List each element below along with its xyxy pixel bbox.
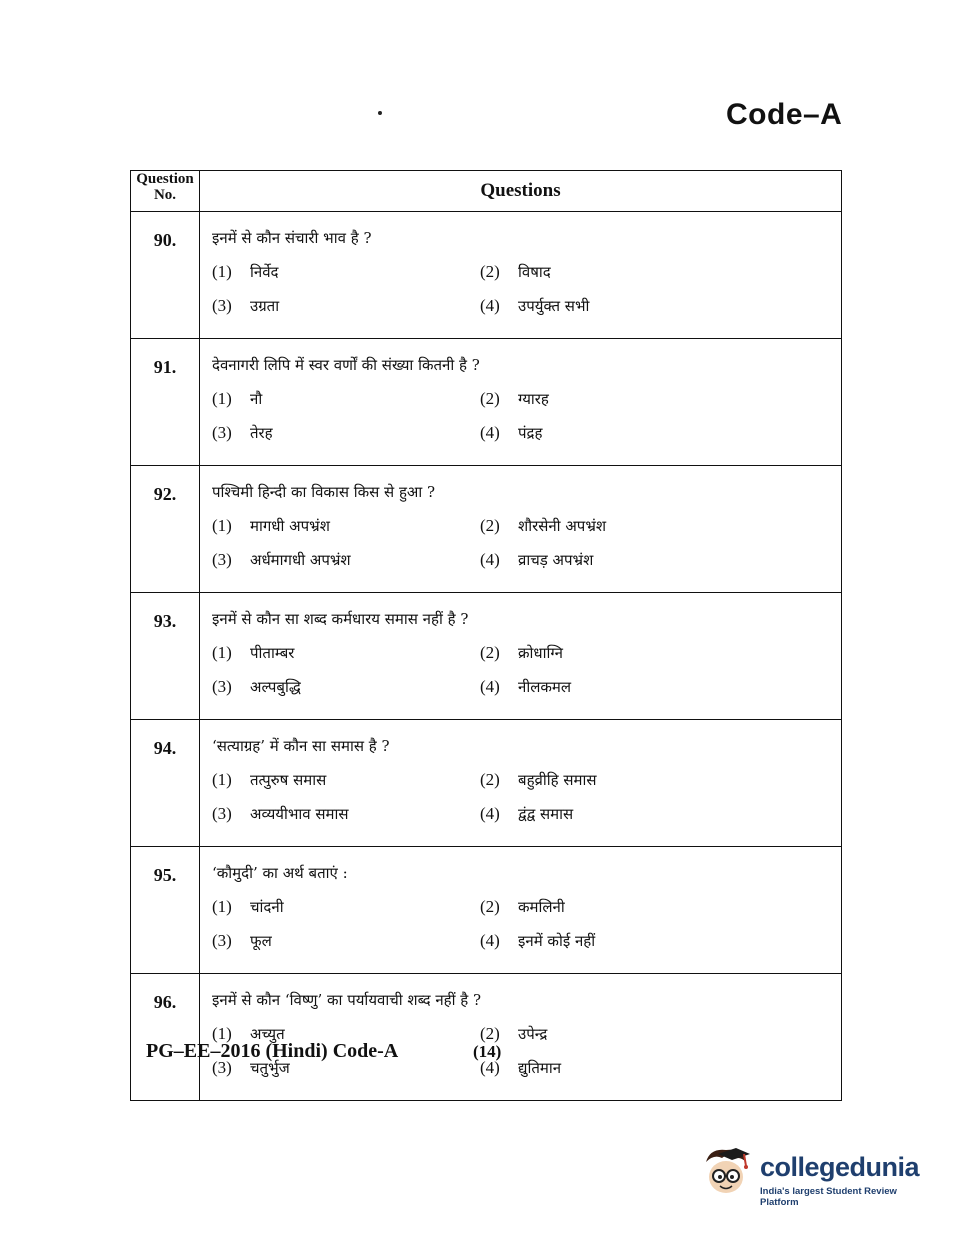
option-text: चांदनी — [250, 898, 284, 916]
question-text: इनमें से कौन संचारी भाव है ? — [212, 229, 372, 247]
question-cell — [200, 339, 842, 466]
question-number: 91. — [131, 339, 200, 466]
question-cell — [200, 974, 842, 1101]
answer-option — [480, 389, 780, 409]
option-number: (1) — [212, 1024, 232, 1043]
option-text: फूल — [250, 932, 272, 950]
option-text: ग्यारह — [518, 390, 549, 408]
option-text: निर्वेद — [250, 263, 279, 281]
answer-option — [480, 262, 780, 282]
answer-option — [212, 643, 480, 663]
answer-options — [212, 643, 841, 697]
question-row — [131, 720, 842, 847]
question-table — [130, 170, 842, 1101]
answer-option — [212, 516, 480, 536]
option-number: (1) — [212, 262, 232, 281]
page-number: (14) — [473, 1042, 502, 1061]
answer-option — [480, 897, 780, 917]
question-number: 95. — [131, 847, 200, 974]
paper-code: Code–A — [726, 98, 843, 131]
answer-option — [480, 423, 780, 443]
option-text: पीताम्बर — [250, 644, 295, 662]
stray-mark — [378, 111, 382, 115]
option-text: तत्पुरुष समास — [250, 771, 327, 789]
option-number: (1) — [212, 516, 232, 535]
answer-option — [480, 550, 780, 570]
option-text: उपर्युक्त सभी — [518, 297, 590, 315]
option-text: द्वंद्व समास — [518, 805, 574, 823]
answer-option — [212, 931, 480, 951]
question-cell — [200, 466, 842, 593]
option-number: (4) — [480, 1058, 500, 1077]
answer-option — [480, 1024, 780, 1044]
answer-option — [480, 770, 780, 790]
option-number: (3) — [212, 931, 232, 950]
answer-option — [212, 550, 480, 570]
question-text: इनमें से कौन सा शब्द कर्मधारय समास नहीं है ? — [212, 610, 469, 628]
question-number: 93. — [131, 593, 200, 720]
option-text: अव्ययीभाव समास — [250, 805, 349, 823]
option-text: पंद्रह — [518, 424, 543, 442]
option-number: (4) — [480, 931, 500, 950]
option-text: द्युतिमान — [518, 1059, 562, 1077]
question-text: इनमें से कौन ‘विष्णु’ का पर्यायवाची शब्द नहीं है ? — [212, 991, 482, 1009]
answer-option — [480, 677, 780, 697]
question-row — [131, 847, 842, 974]
answer-option — [480, 931, 780, 951]
brand-tagline: India's largest Student Review Platform — [760, 1186, 897, 1208]
option-number: (1) — [212, 897, 232, 916]
option-text: क्रोधाग्नि — [518, 644, 563, 662]
question-cell — [200, 720, 842, 847]
option-number: (2) — [480, 262, 500, 281]
answer-option — [212, 897, 480, 917]
question-row — [131, 212, 842, 339]
option-number: (4) — [480, 423, 500, 442]
answer-options — [212, 770, 841, 824]
option-text: बहुव्रीहि समास — [518, 771, 597, 789]
question-number: 90. — [131, 212, 200, 339]
option-text: चतुर्भुज — [250, 1059, 290, 1077]
answer-option — [480, 516, 780, 536]
answer-option — [212, 677, 480, 697]
question-row — [131, 466, 842, 593]
option-text: शौरसेनी अपभ्रंश — [518, 517, 607, 535]
column-header-questions: Questions — [200, 171, 842, 212]
option-number: (3) — [212, 1058, 232, 1077]
question-text: पश्चिमी हिन्दी का विकास किस से हुआ ? — [212, 483, 436, 501]
option-number: (3) — [212, 423, 232, 442]
option-text: व्राचड़ अपभ्रंश — [518, 551, 594, 569]
answer-option — [480, 643, 780, 663]
brand-name: collegedunia — [760, 1152, 920, 1182]
option-number: (1) — [212, 770, 232, 789]
option-text: अल्पबुद्धि — [250, 678, 301, 696]
option-number: (3) — [212, 296, 232, 315]
option-text: विषाद — [518, 263, 551, 281]
option-number: (2) — [480, 897, 500, 916]
option-text: उपेन्द्र — [518, 1025, 548, 1043]
answer-options — [212, 516, 841, 570]
collegedunia-watermark — [700, 1142, 930, 1206]
option-text: नीलकमल — [518, 678, 572, 696]
answer-option — [480, 804, 780, 824]
option-number: (2) — [480, 389, 500, 408]
answer-option — [212, 423, 480, 443]
answer-options — [212, 389, 841, 443]
option-number: (2) — [480, 516, 500, 535]
question-cell — [200, 212, 842, 339]
option-text: अर्धमागधी अपभ्रंश — [250, 551, 351, 569]
option-text: नौ — [250, 390, 263, 408]
option-number: (3) — [212, 677, 232, 696]
answer-options — [212, 262, 841, 316]
option-number: (1) — [212, 643, 232, 662]
answer-option — [212, 296, 480, 316]
paper-footer: PG–EE–2016 (Hindi) Code-A — [146, 1040, 399, 1062]
answer-option — [212, 804, 480, 824]
option-number: (2) — [480, 643, 500, 662]
option-number: (4) — [480, 677, 500, 696]
option-number: (4) — [480, 550, 500, 569]
question-row — [131, 974, 842, 1101]
answer-option — [212, 389, 480, 409]
option-text: तेरह — [250, 424, 273, 442]
question-text: ‘कौमुदी’ का अर्थ बताएं : — [212, 864, 348, 882]
option-text: उग्रता — [250, 297, 280, 315]
option-text: अच्युत — [250, 1025, 285, 1043]
option-number: (4) — [480, 804, 500, 823]
question-number: 94. — [131, 720, 200, 847]
question-row — [131, 593, 842, 720]
question-text: ‘सत्याग्रह’ में कौन सा समास है ? — [212, 737, 390, 755]
answer-option — [212, 770, 480, 790]
option-number: (4) — [480, 296, 500, 315]
option-text: इनमें कोई नहीं — [518, 932, 596, 950]
option-text: मागधी अपभ्रंश — [250, 517, 330, 535]
question-cell — [200, 593, 842, 720]
question-text: देवनागरी लिपि में स्वर वर्णों की संख्या कितनी है ? — [212, 356, 480, 374]
option-number: (3) — [212, 550, 232, 569]
question-list — [131, 212, 842, 1101]
answer-options — [212, 897, 841, 951]
option-number: (1) — [212, 389, 232, 408]
option-text: कमलिनी — [518, 898, 565, 916]
question-number: 92. — [131, 466, 200, 593]
question-row — [131, 339, 842, 466]
answer-option — [212, 262, 480, 282]
column-header-question-no: Question No. — [131, 171, 200, 212]
collegedunia-mascot-icon — [700, 1144, 752, 1198]
option-number: (2) — [480, 770, 500, 789]
answer-option — [480, 1058, 780, 1078]
answer-option — [480, 296, 780, 316]
option-number: (2) — [480, 1024, 500, 1043]
question-cell — [200, 847, 842, 974]
option-number: (3) — [212, 804, 232, 823]
question-number: 96. — [131, 974, 200, 1101]
